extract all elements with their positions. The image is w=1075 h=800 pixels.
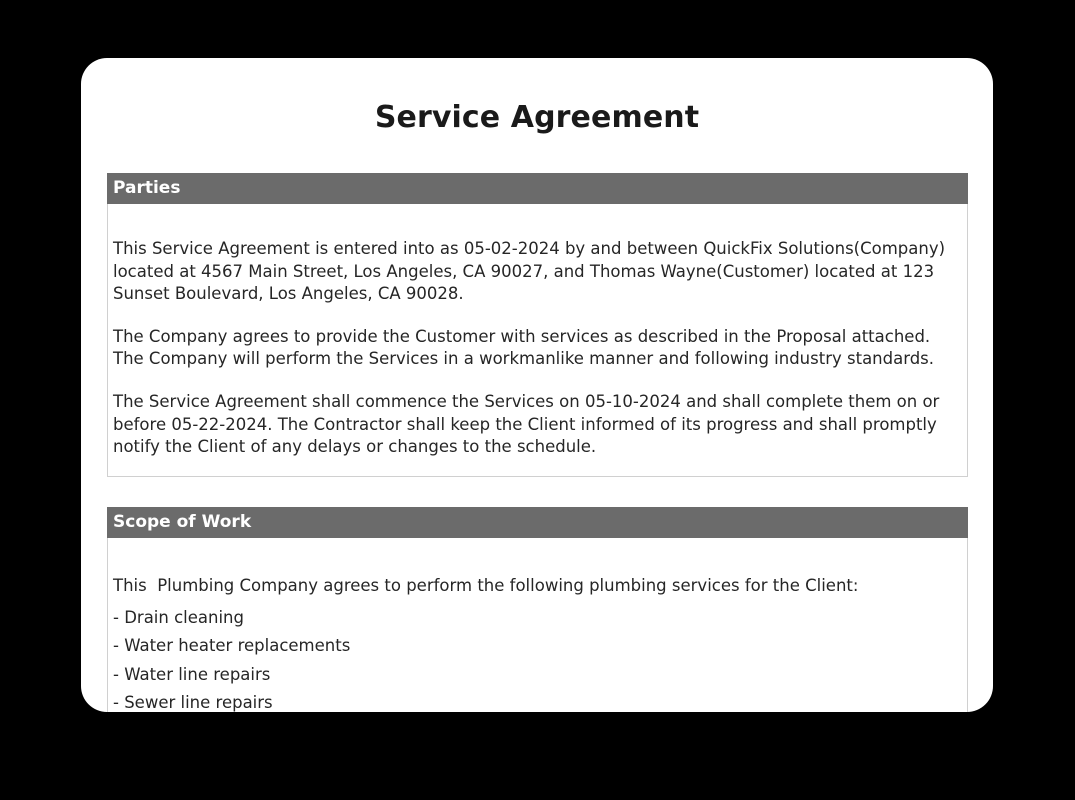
document-page — [81, 58, 993, 712]
list-item: - Sewer line repairs — [113, 692, 273, 712]
parties-paragraph-2: The Company agrees to provide the Customer with services as described in the Proposal attached. The Company will perform the Services in a workmanlike manner and following industry standards. — [113, 326, 935, 369]
parties-paragraph-3: The Service Agreement shall commence the Services on 05-10-2024 and shall complete them on or before 05-22-2024. The Contractor shall keep the Client informed of its progress and shall promptly notify the Client of any delays or changes to the schedule. — [113, 391, 940, 457]
list-item: - Water heater replacements — [113, 636, 351, 656]
list-item: - Drain cleaning — [113, 607, 244, 627]
section-parties — [107, 173, 968, 477]
section-header-scope-of-work: Scope of Work — [107, 507, 968, 538]
section-body-parties — [107, 204, 968, 477]
page-title: Service Agreement — [374, 100, 700, 135]
section-scope-of-work — [107, 507, 968, 712]
list-item: - Water line repairs — [113, 664, 271, 684]
scope-intro-line: This Plumbing Company agrees to perform the following plumbing services for the Client: — [113, 576, 859, 595]
section-header-parties: Parties — [107, 173, 968, 204]
parties-paragraph-1: This Service Agreement is entered into as 05-02-2024 by and between QuickFix Solutions(Company) located at 4567 Main Street, Los Angeles, CA 90027, and Thomas Wayne(Customer) located at 123 Sunset Boulevard, Los Angeles, CA 90028. — [113, 239, 946, 304]
document-page-content — [81, 58, 993, 712]
section-body-scope-of-work — [107, 538, 968, 712]
